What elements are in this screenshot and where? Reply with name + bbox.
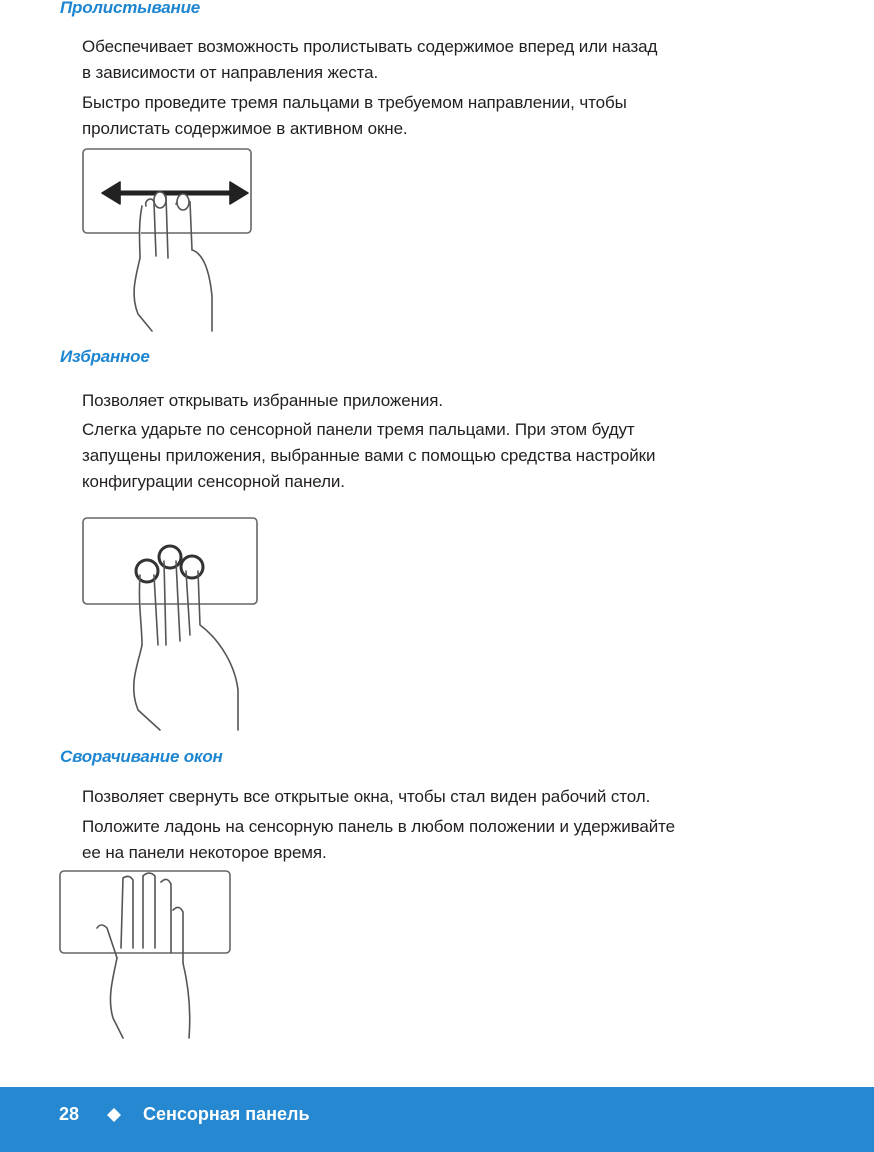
minimize-gesture-illustration — [57, 868, 237, 1043]
section-heading-minimize: Сворачивание окон — [60, 747, 223, 766]
page-footer — [0, 1087, 874, 1152]
flick-description: Обеспечивает возможность пролистывать содержимое вперед или назад в зависимости от направления жеста. — [82, 37, 658, 82]
diamond-bullet-icon — [107, 1108, 121, 1122]
minimize-description: Позволяет свернуть все открытые окна, чтобы стал виден рабочий стол. — [82, 787, 651, 806]
flick-instruction: Быстро проведите тремя пальцами в требуемом направлении, чтобы пролистать содержимое в активном окне. — [82, 93, 627, 138]
section-heading-favorites: Избранное — [60, 347, 150, 366]
favorites-gesture-illustration — [80, 515, 265, 735]
footer-section-title: Сенсорная панель — [143, 1104, 310, 1124]
page-number: 28 — [59, 1104, 80, 1124]
section-heading-flick: Пролистывание — [60, 0, 201, 17]
flick-gesture-illustration — [80, 146, 260, 336]
minimize-instruction: Положите ладонь на сенсорную панель в любом положении и удерживайте ее на панели некоторое время. — [82, 817, 675, 862]
favorites-instruction: Слегка ударьте по сенсорной панели тремя пальцами. При этом будут запущены приложения, выбранные вами с помощью средства настройки конфигурации сенсорной панели. — [82, 420, 656, 491]
favorites-description: Позволяет открывать избранные приложения. — [82, 391, 443, 410]
